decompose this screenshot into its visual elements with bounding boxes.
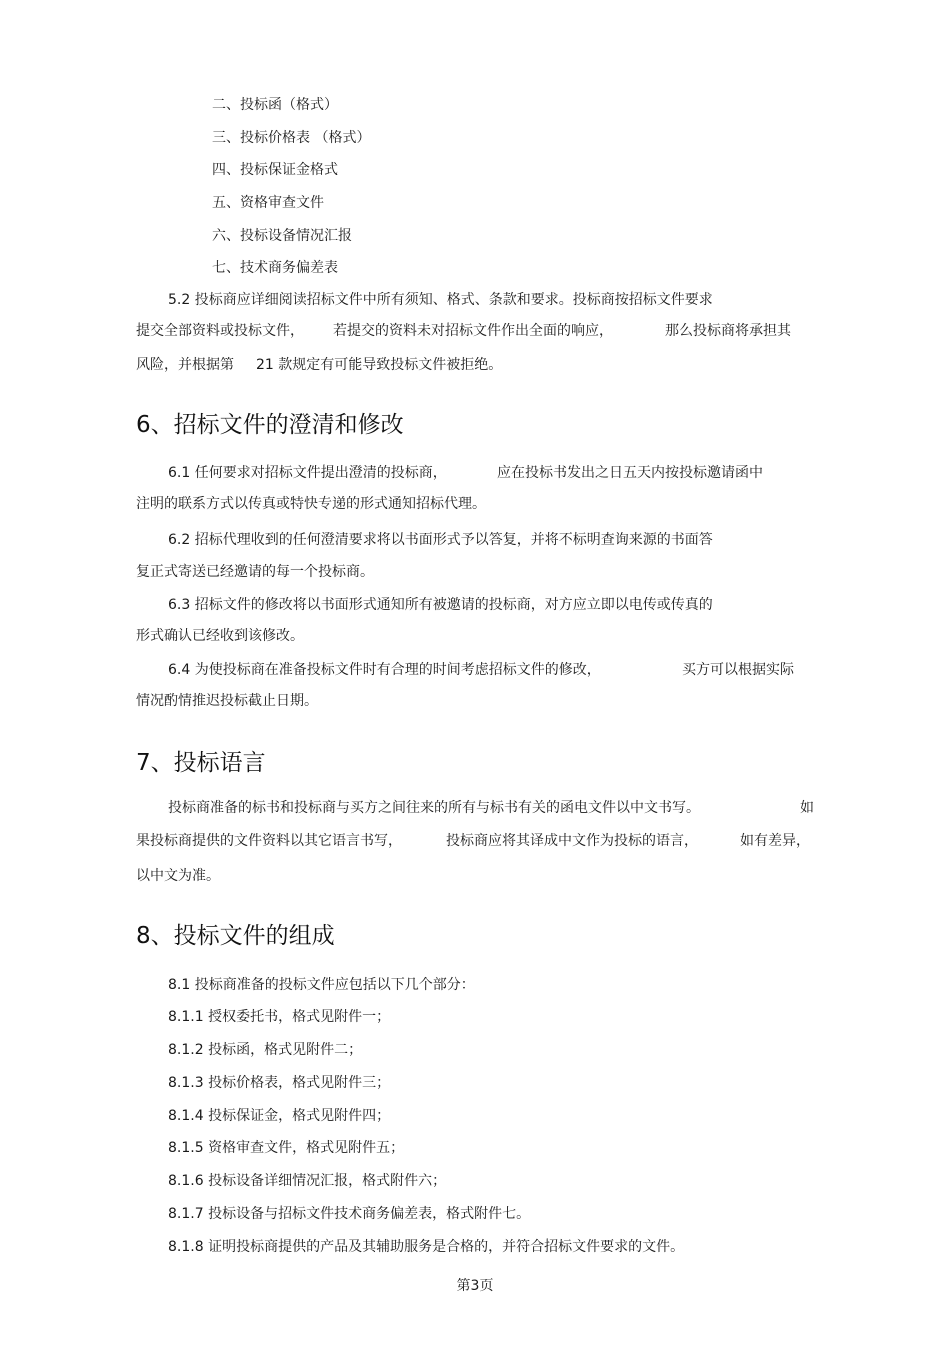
- para-5-2-line: 21 款规定有可能导致投标文件被拒绝。: [256, 357, 503, 373]
- para-6-1-line: 注明的联系方式以传真或特快专递的形式通知招标代理。: [136, 496, 486, 512]
- para-6-4-line: 买方可以根据实际: [682, 662, 794, 678]
- para-5-2-line: 5.2 投标商应详细阅读招标文件中所有须知、格式、条款和要求。投标商按招标文件要求: [168, 292, 713, 308]
- list-item: 8.1.7 投标设备与招标文件技术商务偏差表，格式附件七。: [168, 1206, 531, 1222]
- para-5-2-line: 提交全部资料或投标文件，: [136, 323, 304, 339]
- para-7-line: 如有差异，: [740, 833, 810, 849]
- toc-item: 六、投标设备情况汇报: [212, 228, 352, 244]
- para-6-1-line: 应在投标书发出之日五天内按投标邀请函中: [497, 465, 763, 481]
- toc-item: 七、技术商务偏差表: [212, 260, 338, 276]
- para-7-line: 如: [800, 800, 814, 816]
- para-6-3-line: 形式确认已经收到该修改。: [136, 628, 304, 644]
- list-item: 8.1.1 授权委托书，格式见附件一；: [168, 1009, 391, 1025]
- list-item: 8.1.2 投标函，格式见附件二；: [168, 1042, 363, 1058]
- para-5-2-line: 风险，并根据第: [136, 357, 234, 373]
- para-6-2-line: 6.2 招标代理收到的任何澄清要求将以书面形式予以答复，并将不标明查询来源的书面答: [168, 532, 713, 548]
- para-5-2-line: 若提交的资料未对招标文件作出全面的响应，: [333, 323, 613, 339]
- page-number: 第3页: [456, 1278, 494, 1294]
- para-6-1-line: 6.1 任何要求对招标文件提出澄清的投标商，: [168, 465, 447, 481]
- list-item: 8.1.3 投标价格表，格式见附件三；: [168, 1075, 391, 1091]
- para-7-line: 投标商准备的标书和投标商与买方之间往来的所有与标书有关的函电文件以中文书写。: [168, 800, 700, 816]
- para-7-line: 投标商应将其译成中文作为投标的语言，: [446, 833, 698, 849]
- para-6-4-line: 6.4 为使投标商在准备投标文件时有合理的时间考虑招标文件的修改，: [168, 662, 601, 678]
- section-heading: 6、招标文件的澄清和修改: [136, 412, 404, 438]
- list-item: 8.1.6 投标设备详细情况汇报，格式附件六；: [168, 1173, 447, 1189]
- toc-item: 五、资格审查文件: [212, 195, 324, 211]
- list-item: 8.1.8 证明投标商提供的产品及其辅助服务是合格的，并符合招标文件要求的文件。: [168, 1239, 685, 1255]
- para-8-1-intro: 8.1 投标商准备的投标文件应包括以下几个部分：: [168, 977, 475, 993]
- list-item: 8.1.4 投标保证金，格式见附件四；: [168, 1108, 391, 1124]
- para-6-3-line: 6.3 招标文件的修改将以书面形式通知所有被邀请的投标商，对方应立即以电传或传真的: [168, 597, 713, 613]
- para-6-2-line: 复正式寄送已经邀请的每一个投标商。: [136, 564, 374, 580]
- list-item: 8.1.5 资格审查文件，格式见附件五；: [168, 1140, 405, 1156]
- toc-item: 三、投标价格表 （格式）: [212, 130, 371, 146]
- para-6-4-line: 情况酌情推迟投标截止日期。: [136, 693, 318, 709]
- para-7-line: 果投标商提供的文件资料以其它语言书写，: [136, 833, 402, 849]
- para-7-line: 以中文为准。: [136, 868, 220, 884]
- toc-item: 二、投标函（格式）: [212, 97, 338, 113]
- section-heading: 7、投标语言: [136, 750, 266, 776]
- para-5-2-line: 那么投标商将承担其: [665, 323, 791, 339]
- toc-item: 四、投标保证金格式: [212, 162, 338, 178]
- section-heading: 8、投标文件的组成: [136, 923, 335, 949]
